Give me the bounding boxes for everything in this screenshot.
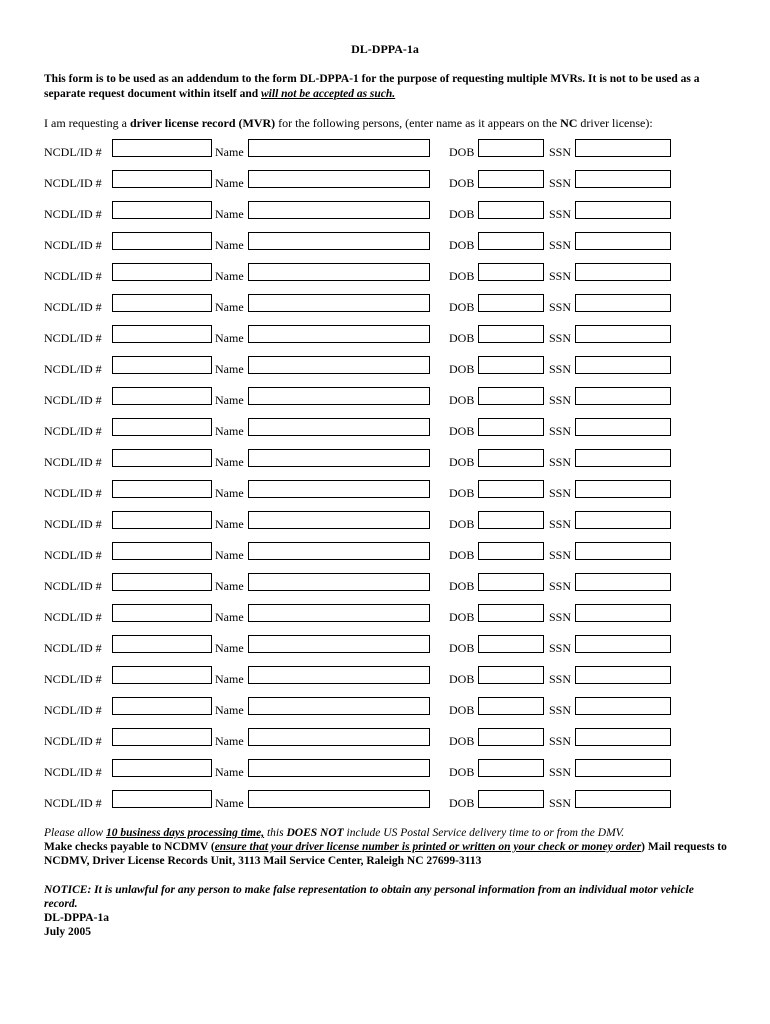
payment-note (44, 840, 734, 868)
request-row (44, 356, 684, 378)
ssn-label: SSN (549, 641, 572, 655)
name-label: Name (215, 424, 244, 438)
request-bold-nc: NC (560, 116, 578, 130)
ncdl-label: NCDL/ID # (44, 424, 102, 438)
dob-label: DOB (449, 238, 475, 252)
ncdl-id-field[interactable] (112, 170, 212, 188)
request-row (44, 604, 684, 626)
ncdl-id-field[interactable] (112, 480, 212, 498)
ssn-label: SSN (549, 672, 572, 686)
checks-emphasis: ensure that your driver license number is printed or written on your check or money order (214, 841, 642, 853)
name-field[interactable] (248, 201, 430, 219)
request-bold-mvr: driver license record (MVR) (129, 116, 276, 130)
dob-label: DOB (449, 176, 475, 190)
ncdl-label: NCDL/ID # (44, 238, 102, 252)
ssn-label: SSN (549, 734, 572, 748)
request-statement (44, 116, 744, 131)
processing-time-note (44, 826, 734, 840)
name-label: Name (215, 517, 244, 531)
ncdl-label: NCDL/ID # (44, 548, 102, 562)
allow-days: 10 business days processing time, (105, 827, 265, 839)
ssn-field[interactable] (575, 232, 671, 250)
name-label: Name (215, 269, 244, 283)
name-field[interactable] (248, 263, 430, 281)
ssn-label: SSN (549, 300, 572, 314)
dob-label: DOB (449, 579, 475, 593)
request-row (44, 449, 684, 471)
ssn-label: SSN (549, 424, 572, 438)
dob-label: DOB (449, 548, 475, 562)
request-text-1: I am requesting a (44, 116, 130, 130)
checks-suffix: ) Mail requests to NCDMV, Driver License Records Unit, 3113 Mail Service Center, Raleigh NC 27699-3113 (44, 841, 727, 867)
legal-notice: NOTICE: It is unlawful for any person to make false representation to obtain any personal information from an individual motor vehicle record. (44, 884, 694, 910)
ncdl-id-field[interactable] (112, 511, 212, 529)
dob-label: DOB (449, 331, 475, 345)
request-text-3: driver license): (577, 116, 653, 130)
ssn-field[interactable] (575, 263, 671, 281)
ncdl-label: NCDL/ID # (44, 176, 102, 190)
name-field[interactable] (248, 170, 430, 188)
dob-label: DOB (449, 517, 475, 531)
name-field[interactable] (248, 294, 430, 312)
ssn-label: SSN (549, 145, 572, 159)
ncdl-label: NCDL/ID # (44, 672, 102, 686)
dob-field[interactable] (478, 542, 544, 560)
ssn-label: SSN (549, 238, 572, 252)
ncdl-label: NCDL/ID # (44, 362, 102, 376)
name-label: Name (215, 207, 244, 221)
dob-label: DOB (449, 393, 475, 407)
ssn-field[interactable] (575, 759, 671, 777)
ssn-label: SSN (549, 362, 572, 376)
ncdl-label: NCDL/ID # (44, 765, 102, 779)
ncdl-label: NCDL/ID # (44, 300, 102, 314)
name-label: Name (215, 486, 244, 500)
dob-field[interactable] (478, 325, 544, 343)
ncdl-label: NCDL/ID # (44, 207, 102, 221)
request-row (44, 480, 684, 502)
form-footer (44, 911, 109, 939)
ssn-field[interactable] (575, 635, 671, 653)
name-field[interactable] (248, 573, 430, 591)
request-row (44, 697, 684, 719)
name-label: Name (215, 362, 244, 376)
name-field[interactable] (248, 232, 430, 250)
name-label: Name (215, 579, 244, 593)
ssn-field[interactable] (575, 542, 671, 560)
name-field[interactable] (248, 325, 430, 343)
dob-field[interactable] (478, 263, 544, 281)
ssn-field[interactable] (575, 449, 671, 467)
name-field[interactable] (248, 666, 430, 684)
ssn-field[interactable] (575, 418, 671, 436)
name-field[interactable] (248, 356, 430, 374)
ssn-field[interactable] (575, 666, 671, 684)
ssn-label: SSN (549, 610, 572, 624)
ncdl-id-field[interactable] (112, 728, 212, 746)
name-label: Name (215, 238, 244, 252)
ssn-field[interactable] (575, 511, 671, 529)
dob-label: DOB (449, 207, 475, 221)
request-row (44, 139, 684, 161)
dob-field[interactable] (478, 232, 544, 250)
ssn-field[interactable] (575, 325, 671, 343)
ssn-field[interactable] (575, 573, 671, 591)
name-label: Name (215, 548, 244, 562)
request-row (44, 294, 684, 316)
dob-label: DOB (449, 145, 475, 159)
name-field[interactable] (248, 604, 430, 622)
ncdl-id-field[interactable] (112, 449, 212, 467)
ncdl-label: NCDL/ID # (44, 703, 102, 717)
name-label: Name (215, 176, 244, 190)
request-text-2: for the following persons, (enter name as it appears on the (275, 116, 561, 130)
name-label: Name (215, 734, 244, 748)
ncdl-id-field[interactable] (112, 542, 212, 560)
ncdl-label: NCDL/ID # (44, 517, 102, 531)
name-field[interactable] (248, 418, 430, 436)
request-row (44, 728, 684, 750)
name-field[interactable] (248, 511, 430, 529)
ssn-field[interactable] (575, 201, 671, 219)
name-field[interactable] (248, 635, 430, 653)
ncdl-label: NCDL/ID # (44, 145, 102, 159)
request-row (44, 635, 684, 657)
ncdl-label: NCDL/ID # (44, 486, 102, 500)
ssn-field[interactable] (575, 480, 671, 498)
ncdl-id-field[interactable] (112, 759, 212, 777)
ncdl-label: NCDL/ID # (44, 331, 102, 345)
ncdl-id-field[interactable] (112, 573, 212, 591)
dob-label: DOB (449, 486, 475, 500)
ssn-label: SSN (549, 176, 572, 190)
request-row (44, 511, 684, 533)
dob-label: DOB (449, 300, 475, 314)
allow-does-not: DOES NOT (286, 827, 344, 839)
dob-field[interactable] (478, 697, 544, 715)
ssn-label: SSN (549, 517, 572, 531)
ncdl-id-field[interactable] (112, 418, 212, 436)
request-row (44, 790, 684, 812)
ssn-label: SSN (549, 269, 572, 283)
ncdl-label: NCDL/ID # (44, 393, 102, 407)
dob-field[interactable] (478, 728, 544, 746)
dob-label: DOB (449, 269, 475, 283)
ncdl-label: NCDL/ID # (44, 796, 102, 810)
dob-label: DOB (449, 424, 475, 438)
request-row (44, 387, 684, 409)
dob-label: DOB (449, 734, 475, 748)
ncdl-id-field[interactable] (112, 325, 212, 343)
request-row (44, 201, 684, 223)
ssn-field[interactable] (575, 790, 671, 808)
ssn-label: SSN (549, 331, 572, 345)
dob-label: DOB (449, 641, 475, 655)
ssn-label: SSN (549, 765, 572, 779)
dob-field[interactable] (478, 387, 544, 405)
dob-field[interactable] (478, 511, 544, 529)
ssn-field[interactable] (575, 697, 671, 715)
name-label: Name (215, 641, 244, 655)
ncdl-label: NCDL/ID # (44, 579, 102, 593)
dob-field[interactable] (478, 418, 544, 436)
dob-field[interactable] (478, 170, 544, 188)
request-row (44, 170, 684, 192)
dob-field[interactable] (478, 201, 544, 219)
name-label: Name (215, 703, 244, 717)
name-field[interactable] (248, 790, 430, 808)
name-field[interactable] (248, 387, 430, 405)
request-row (44, 573, 684, 595)
name-field[interactable] (248, 759, 430, 777)
name-label: Name (215, 672, 244, 686)
ssn-label: SSN (549, 207, 572, 221)
allow-mid: this (264, 827, 287, 839)
ssn-field[interactable] (575, 294, 671, 312)
request-row (44, 325, 684, 347)
dob-label: DOB (449, 672, 475, 686)
name-field[interactable] (248, 139, 430, 157)
intro-text: This form is to be used as an addendum to the form DL-DPPA-1 for the purpose of requesting multiple MVRs. It is not to be used as a separate request document within itself and (44, 73, 700, 100)
name-field[interactable] (248, 449, 430, 467)
request-row (44, 263, 684, 285)
name-label: Name (215, 455, 244, 469)
ssn-field[interactable] (575, 139, 671, 157)
form-title: DL-DPPA-1a (351, 42, 419, 56)
ssn-label: SSN (549, 393, 572, 407)
dob-label: DOB (449, 455, 475, 469)
dob-label: DOB (449, 796, 475, 810)
ncdl-label: NCDL/ID # (44, 269, 102, 283)
form-intro (44, 72, 734, 102)
dob-field[interactable] (478, 604, 544, 622)
name-field[interactable] (248, 480, 430, 498)
name-field[interactable] (248, 728, 430, 746)
name-label: Name (215, 393, 244, 407)
ssn-field[interactable] (575, 387, 671, 405)
name-label: Name (215, 610, 244, 624)
request-row (44, 418, 684, 440)
ncdl-id-field[interactable] (112, 201, 212, 219)
dob-field[interactable] (478, 449, 544, 467)
ssn-label: SSN (549, 486, 572, 500)
ncdl-id-field[interactable] (112, 139, 212, 157)
request-row (44, 542, 684, 564)
ncdl-id-field[interactable] (112, 790, 212, 808)
name-field[interactable] (248, 697, 430, 715)
ncdl-id-field[interactable] (112, 666, 212, 684)
ncdl-label: NCDL/ID # (44, 641, 102, 655)
name-label: Name (215, 145, 244, 159)
footer-date: July 2005 (44, 926, 91, 938)
dob-label: DOB (449, 703, 475, 717)
dob-label: DOB (449, 765, 475, 779)
ssn-label: SSN (549, 703, 572, 717)
ncdl-id-field[interactable] (112, 604, 212, 622)
allow-suffix: include US Postal Service delivery time to or from the DMV. (343, 827, 625, 839)
request-row (44, 759, 684, 781)
name-label: Name (215, 796, 244, 810)
dob-field[interactable] (478, 759, 544, 777)
ssn-field[interactable] (575, 604, 671, 622)
name-label: Name (215, 300, 244, 314)
request-row (44, 666, 684, 688)
ncdl-id-field[interactable] (112, 263, 212, 281)
dob-field[interactable] (478, 480, 544, 498)
dob-field[interactable] (478, 356, 544, 374)
name-label: Name (215, 331, 244, 345)
footer-form-id: DL-DPPA-1a (44, 912, 109, 924)
dob-label: DOB (449, 362, 475, 376)
intro-emphasis: will not be accepted as such. (261, 88, 396, 100)
dob-field[interactable] (478, 635, 544, 653)
ncdl-label: NCDL/ID # (44, 734, 102, 748)
ssn-label: SSN (549, 796, 572, 810)
ncdl-label: NCDL/ID # (44, 610, 102, 624)
dob-field[interactable] (478, 790, 544, 808)
allow-prefix: Please allow (44, 827, 106, 839)
request-row (44, 232, 684, 254)
dob-label: DOB (449, 610, 475, 624)
ncdl-id-field[interactable] (112, 294, 212, 312)
ssn-field[interactable] (575, 170, 671, 188)
ssn-label: SSN (549, 579, 572, 593)
ncdl-label: NCDL/ID # (44, 455, 102, 469)
name-field[interactable] (248, 542, 430, 560)
dob-field[interactable] (478, 139, 544, 157)
ncdl-id-field[interactable] (112, 635, 212, 653)
checks-prefix: Make checks payable to NCDMV ( (44, 841, 215, 853)
processing-notes (44, 826, 734, 868)
ssn-field[interactable] (575, 728, 671, 746)
dob-field[interactable] (478, 666, 544, 684)
ssn-field[interactable] (575, 356, 671, 374)
ncdl-id-field[interactable] (112, 387, 212, 405)
ncdl-id-field[interactable] (112, 356, 212, 374)
ssn-label: SSN (549, 548, 572, 562)
ncdl-id-field[interactable] (112, 697, 212, 715)
dob-field[interactable] (478, 294, 544, 312)
ncdl-id-field[interactable] (112, 232, 212, 250)
dob-field[interactable] (478, 573, 544, 591)
ssn-label: SSN (549, 455, 572, 469)
name-label: Name (215, 765, 244, 779)
